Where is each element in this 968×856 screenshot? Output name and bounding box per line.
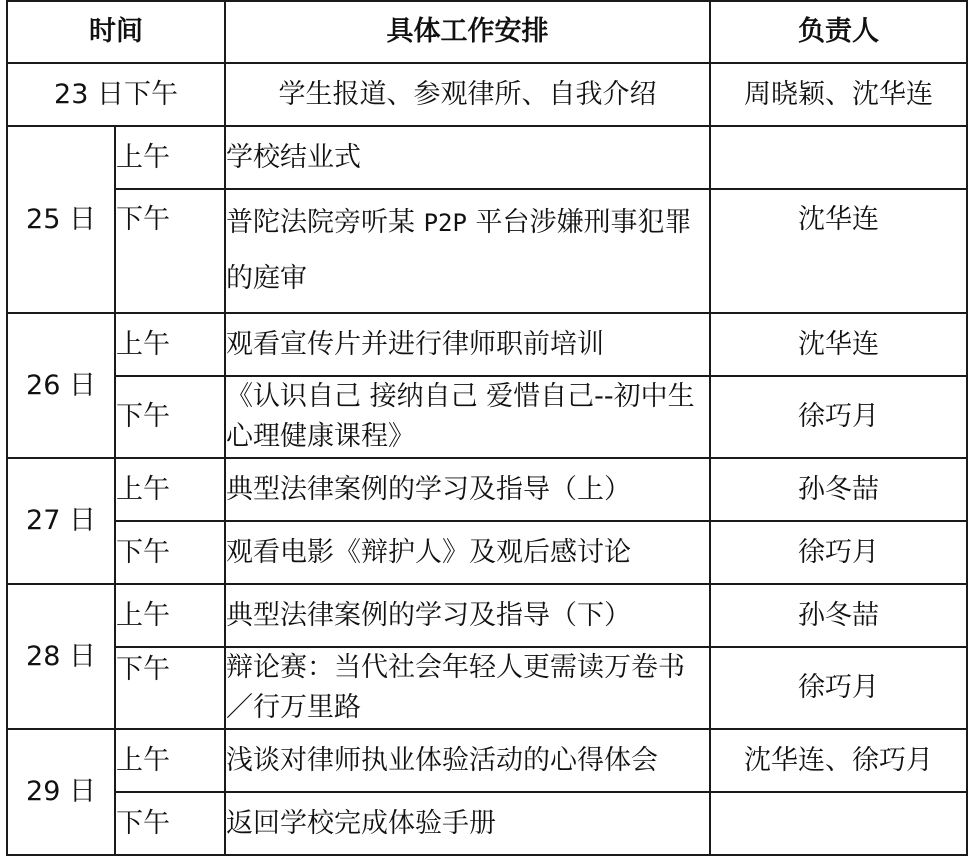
task-cell: 观看电影《辩护人》及观后感讨论 — [225, 521, 710, 584]
person-cell: 徐巧月 — [710, 376, 967, 458]
person-cell: 孙冬喆 — [710, 458, 967, 521]
person-cell: 沈华连、徐巧月 — [710, 729, 967, 792]
task-cell: 典型法律案例的学习及指导（上） — [225, 458, 710, 521]
table-row — [7, 126, 967, 189]
day-cell: 25 日 — [7, 126, 115, 313]
half-cell: 下午 — [115, 521, 225, 584]
table-row — [7, 313, 967, 376]
table-row — [7, 63, 967, 126]
half-cell: 下午 — [115, 647, 225, 729]
task-code: P2P — [423, 209, 467, 237]
task-text: 平台涉嫌刑事犯罪的庭审 — [226, 207, 692, 294]
header-time: 时间 — [7, 1, 225, 63]
half-cell: 上午 — [115, 729, 225, 792]
task-cell: 浅谈对律师执业体验活动的心得体会 — [225, 729, 710, 792]
person-cell — [710, 792, 967, 855]
person-cell: 徐巧月 — [710, 521, 967, 584]
person-cell — [710, 126, 967, 189]
table-row — [7, 584, 967, 647]
person-cell: 孙冬喆 — [710, 584, 967, 647]
half-cell: 下午 — [115, 189, 225, 313]
task-cell: 学校结业式 — [225, 126, 710, 189]
half-cell: 上午 — [115, 126, 225, 189]
person-cell: 沈华连 — [710, 313, 967, 376]
table-row — [7, 792, 967, 855]
table-row — [7, 458, 967, 521]
person-cell: 徐巧月 — [710, 647, 967, 729]
schedule-table — [6, 0, 968, 856]
task-cell: 辩论赛：当代社会年轻人更需读万卷书／行万里路 — [225, 647, 710, 729]
table-row — [7, 729, 967, 792]
table-row — [7, 376, 967, 458]
task-cell: 观看宣传片并进行律师职前培训 — [225, 313, 710, 376]
half-cell: 下午 — [115, 376, 225, 458]
table-row — [7, 189, 967, 313]
header-person: 负责人 — [710, 1, 967, 63]
task-cell — [225, 189, 710, 313]
half-cell: 上午 — [115, 584, 225, 647]
day-cell: 27 日 — [7, 458, 115, 584]
header-task: 具体工作安排 — [225, 1, 710, 63]
task-cell: 学生报道、参观律所、自我介绍 — [225, 63, 710, 126]
header-row — [7, 1, 967, 63]
day-cell: 29 日 — [7, 729, 115, 855]
task-text: 普陀法院旁听某 — [226, 207, 424, 238]
task-cell: 返回学校完成体验手册 — [225, 792, 710, 855]
half-cell: 上午 — [115, 313, 225, 376]
half-cell: 上午 — [115, 458, 225, 521]
day-cell: 23 日下午 — [7, 63, 225, 126]
task-cell: 典型法律案例的学习及指导（下） — [225, 584, 710, 647]
table-row — [7, 521, 967, 584]
day-cell: 28 日 — [7, 584, 115, 729]
person-cell: 沈华连 — [710, 189, 967, 313]
table-row — [7, 647, 967, 729]
day-cell: 26 日 — [7, 313, 115, 458]
task-cell: 《认识自己 接纳自己 爱惜自己--初中生心理健康课程》 — [225, 376, 710, 458]
half-cell: 下午 — [115, 792, 225, 855]
person-cell: 周晓颖、沈华连 — [710, 63, 967, 126]
